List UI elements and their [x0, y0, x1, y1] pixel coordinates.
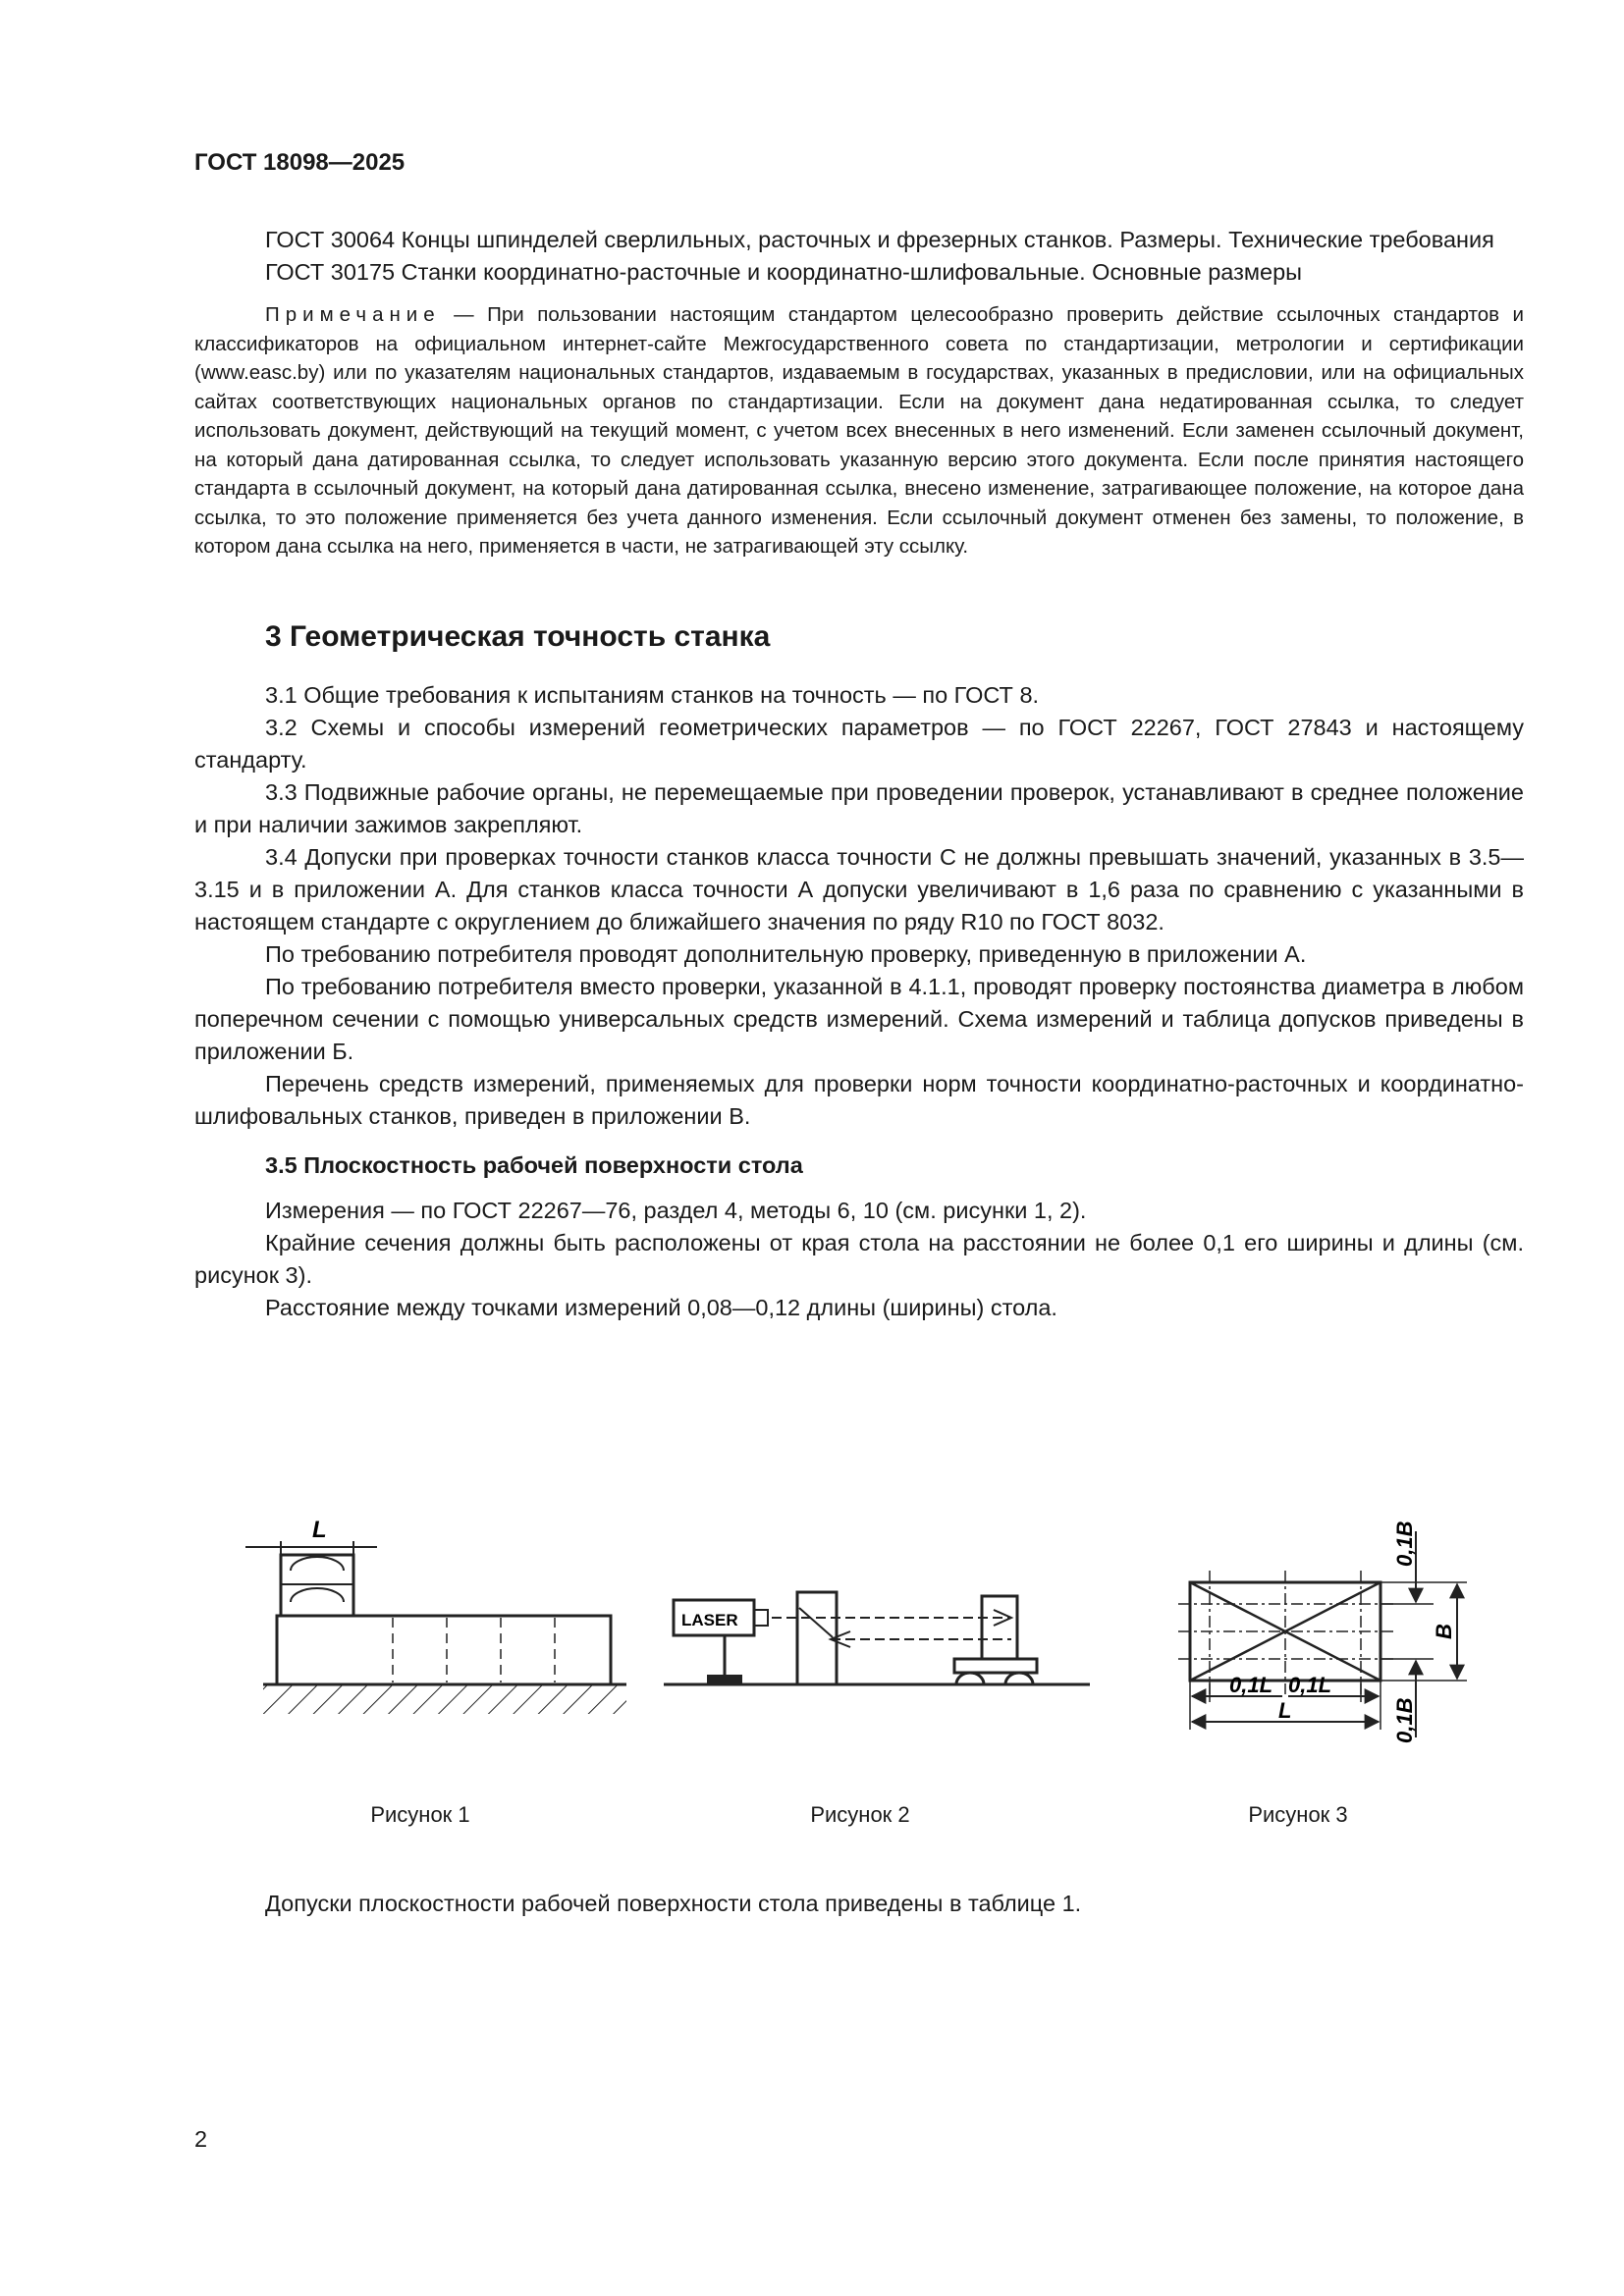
- ground-hatch: [263, 1684, 626, 1714]
- note-label: Примечание: [265, 303, 441, 326]
- reference-item: ГОСТ 30064 Концы шпинделей сверлильных, расточных и фрезерных станков. Размеры. Технические требования: [265, 227, 1494, 252]
- dim-label-L: L: [312, 1517, 327, 1543]
- figures-drawing: [0, 1502, 1624, 1895]
- figure-2-caption: Рисунок 2: [810, 1802, 910, 1827]
- section-paragraph: 3.4 Допуски при проверках точности станков класса точности С не должны превышать значений, указанных в 3.5—3.15 и в приложении А. Для станков класса точности А допуски увеличивают в 1,6 раза по сравнению с указанными в настоящем стандарте с округлением до ближайшего значения по ряду R10 по ГОСТ 8032.: [194, 843, 1524, 934]
- table-body: [277, 1616, 611, 1684]
- subsection-paragraph: Расстояние между точками измерений 0,08—0,12 длины (ширины) стола.: [265, 1294, 1057, 1320]
- dim-label-01B-bottom: 0,1B: [1392, 1697, 1417, 1743]
- figure-3-caption: Рисунок 3: [1248, 1802, 1348, 1827]
- note-text: — При пользовании настоящим стандартом целесообразно проверить действие ссылочных стандартов и классификаторов на официальном интернет-сайте Межгосударственного совета по стандартизации, метрологии и сертификации (www.easc.by) или по указателям национальных стандартов, издаваемым в государствах, указанных в предисловии, или на официальных сайтах соответствующих национальных органов по стандартизации. Если на документ дана недатированная ссылка, то следует использовать документ, действующий на текущий момент, с учетом всех внесенных в него изменений. Если заменен ссылочный документ, на который дана датированная ссылка, то следует использовать указанную версию этого документа. Если после принятия настоящего стандарта в ссылочный документ, на который дана датированная ссылка, внесено изменение, затрагивающее положение, на которое дана ссылка, то это положение применяется без учета данного изменения. Если ссылочный документ отменен без замены, то положение, в котором дана ссылка на него, применяется в части, не затрагивающей эту ссылку.: [194, 303, 1524, 558]
- figure-1: [245, 1517, 626, 1714]
- document-body: [194, 224, 1524, 1324]
- dim-label-B: B: [1432, 1624, 1456, 1639]
- section-paragraph: 3.1 Общие требования к испытаниям станков на точность — по ГОСТ 8.: [265, 681, 1040, 708]
- subsection-paragraph: Измерения — по ГОСТ 22267—76, раздел 4, методы 6, 10 (см. рисунки 1, 2).: [265, 1197, 1087, 1223]
- section-paragraph: По требованию потребителя проводят дополнительную проверку, приведенную в приложении А.: [265, 940, 1307, 967]
- dim-label-01B-top: 0,1B: [1392, 1521, 1417, 1567]
- page-number: 2: [194, 2126, 208, 2152]
- dim-label-01L-left: 0,1L: [1229, 1673, 1273, 1697]
- section-paragraph: 3.2 Схемы и способы измерений геометрических параметров — по ГОСТ 22267, ГОСТ 27843 и настоящему стандарту.: [194, 714, 1524, 773]
- figure-1-caption: Рисунок 1: [370, 1802, 470, 1827]
- reference-item: ГОСТ 30175 Станки координатно-расточные и координатно-шлифовальные. Основные размеры: [265, 259, 1303, 285]
- section-paragraph: Перечень средств измерений, применяемых для проверки норм точности координатно-расточных и координатно-шлифовальных станков, приведен в приложении В.: [194, 1070, 1524, 1129]
- figure-3: [1178, 1521, 1467, 1743]
- note-paragraph: [194, 300, 1524, 561]
- subsection-paragraph: Крайние сечения должны быть расположены от края стола на расстоянии не более 0,1 его ширины и длины (см. рисунок 3).: [194, 1229, 1524, 1288]
- carriage: [954, 1659, 1037, 1673]
- reflector: [982, 1596, 1017, 1659]
- dim-label-L: L: [1278, 1698, 1292, 1723]
- section-paragraph: По требованию потребителя вместо проверки, указанной в 4.1.1, проводят проверку постоянства диаметра в любом поперечном сечении с помощью универсальных средств измерений. Схема измерений и таблица допусков приведены в приложении Б.: [194, 973, 1524, 1064]
- section-paragraph: 3.3 Подвижные рабочие органы, не перемещаемые при проведении проверок, устанавливают в среднее положение и при наличии зажимов закрепляют.: [194, 778, 1524, 837]
- figure-2: [664, 1592, 1090, 1684]
- laser-label: LASER: [681, 1611, 738, 1629]
- dim-label-01L-right: 0,1L: [1288, 1673, 1332, 1697]
- figures-area: [0, 1502, 1624, 1895]
- after-figures-paragraph: Допуски плоскостности рабочей поверхности стола приведены в таблице 1.: [265, 1891, 1082, 1916]
- subsection-title: 3.5 Плоскостность рабочей поверхности стола: [265, 1151, 803, 1178]
- document-header: ГОСТ 18098—2025: [194, 149, 406, 176]
- section-title: 3 Геометрическая точность станка: [265, 619, 771, 653]
